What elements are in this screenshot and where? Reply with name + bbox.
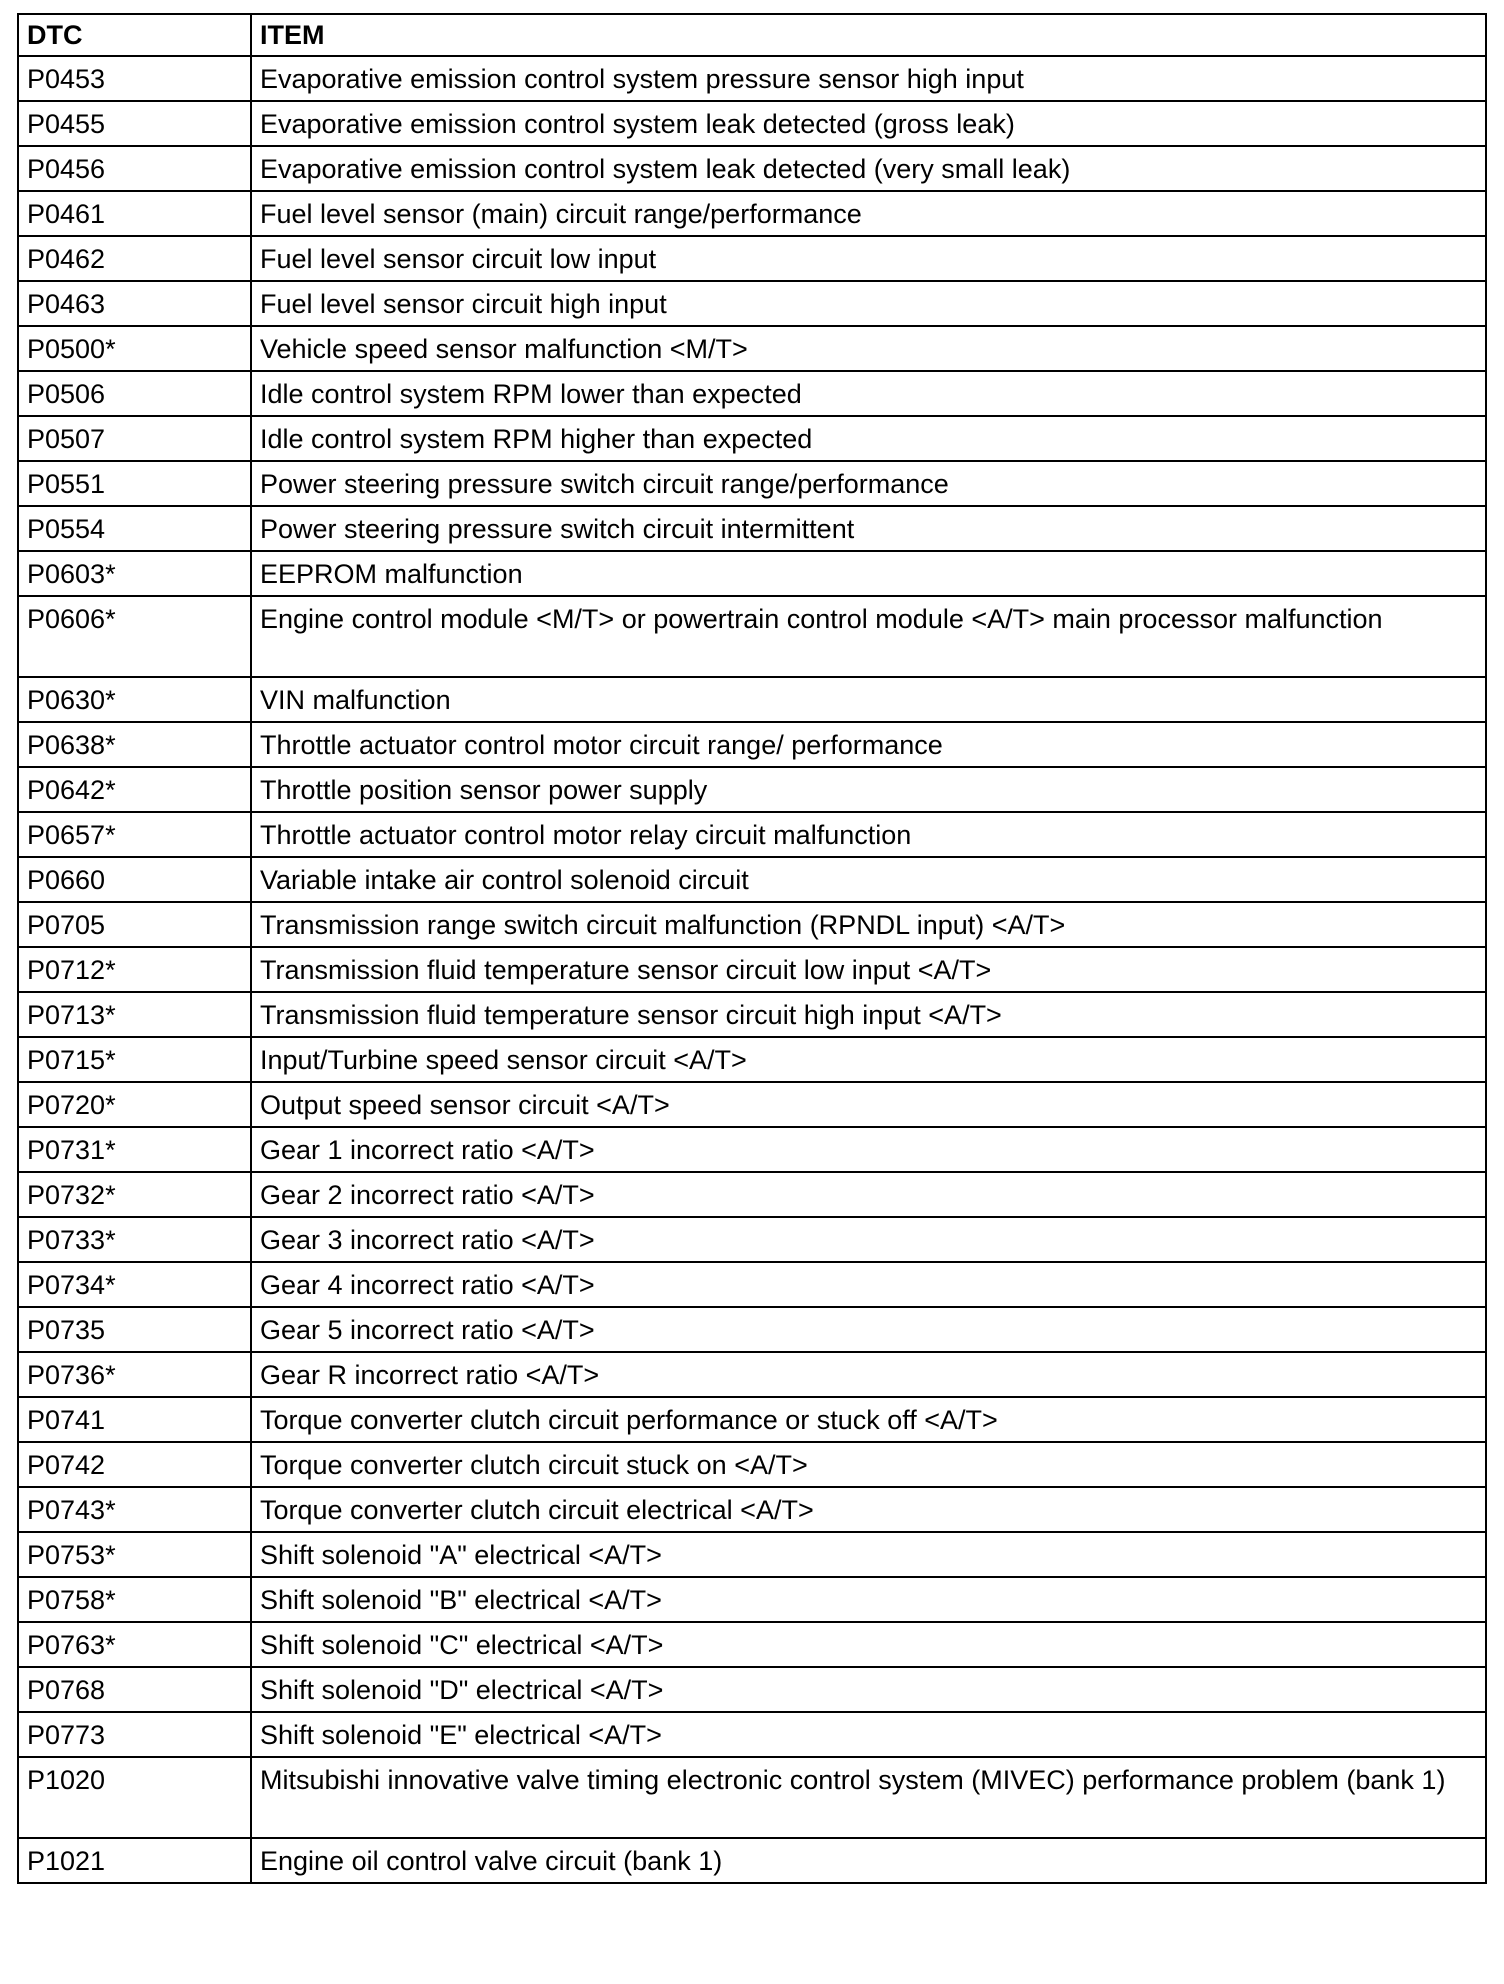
table-row [18, 1352, 1486, 1397]
dtc-item-cell: Output speed sensor circuit <A/T> [251, 1082, 1486, 1127]
table-row [18, 461, 1486, 506]
table-row [18, 101, 1486, 146]
dtc-code-cell: P0742 [18, 1442, 251, 1487]
dtc-code-cell: P0463 [18, 281, 251, 326]
dtc-item-cell: Shift solenoid "C" electrical <A/T> [251, 1622, 1486, 1667]
table-row [18, 1838, 1486, 1883]
table-row [18, 1037, 1486, 1082]
table-row [18, 677, 1486, 722]
dtc-code-cell: P0500* [18, 326, 251, 371]
table-row [18, 767, 1486, 812]
dtc-code-cell: P0720* [18, 1082, 251, 1127]
dtc-item-cell: Gear R incorrect ratio <A/T> [251, 1352, 1486, 1397]
table-row [18, 1442, 1486, 1487]
dtc-code-cell: P0768 [18, 1667, 251, 1712]
dtc-code-cell: P0743* [18, 1487, 251, 1532]
dtc-code-cell: P0642* [18, 767, 251, 812]
dtc-item-cell: Fuel level sensor circuit low input [251, 236, 1486, 281]
dtc-code-cell: P0773 [18, 1712, 251, 1757]
dtc-code-cell: P0554 [18, 506, 251, 551]
table-row [18, 1622, 1486, 1667]
dtc-code-cell: P0758* [18, 1577, 251, 1622]
dtc-code-cell: P0713* [18, 992, 251, 1037]
table-row [18, 1712, 1486, 1757]
dtc-item-cell: Transmission range switch circuit malfunction (RPNDL input) <A/T> [251, 902, 1486, 947]
dtc-code-cell: P0753* [18, 1532, 251, 1577]
table-row [18, 1127, 1486, 1172]
column-header-item: ITEM [251, 14, 1486, 56]
dtc-code-cell: P0461 [18, 191, 251, 236]
table-row [18, 857, 1486, 902]
dtc-item-cell: Vehicle speed sensor malfunction <M/T> [251, 326, 1486, 371]
table-row [18, 812, 1486, 857]
column-header-dtc: DTC [18, 14, 251, 56]
dtc-code-cell: P0603* [18, 551, 251, 596]
dtc-code-cell: P0735 [18, 1307, 251, 1352]
dtc-item-cell: Engine oil control valve circuit (bank 1) [251, 1838, 1486, 1883]
dtc-item-cell: Power steering pressure switch circuit intermittent [251, 506, 1486, 551]
table-row [18, 281, 1486, 326]
dtc-item-cell: Idle control system RPM lower than expected [251, 371, 1486, 416]
dtc-item-cell: Idle control system RPM higher than expected [251, 416, 1486, 461]
dtc-item-cell: Torque converter clutch circuit stuck on <A/T> [251, 1442, 1486, 1487]
dtc-code-cell: P0732* [18, 1172, 251, 1217]
dtc-item-cell: Power steering pressure switch circuit range/performance [251, 461, 1486, 506]
dtc-item-cell: Throttle position sensor power supply [251, 767, 1486, 812]
table-row [18, 1082, 1486, 1127]
table-row [18, 992, 1486, 1037]
dtc-code-cell: P0736* [18, 1352, 251, 1397]
dtc-item-cell: Gear 4 incorrect ratio <A/T> [251, 1262, 1486, 1307]
dtc-item-cell: Torque converter clutch circuit performance or stuck off <A/T> [251, 1397, 1486, 1442]
dtc-code-cell: P0712* [18, 947, 251, 992]
table-row [18, 1307, 1486, 1352]
table-row [18, 947, 1486, 992]
dtc-item-cell: Shift solenoid "D" electrical <A/T> [251, 1667, 1486, 1712]
table-row [18, 1217, 1486, 1262]
dtc-item-cell: Shift solenoid "A" electrical <A/T> [251, 1532, 1486, 1577]
dtc-code-cell: P0731* [18, 1127, 251, 1172]
header-row [18, 14, 1486, 56]
table-row [18, 1757, 1486, 1838]
table-row [18, 1577, 1486, 1622]
table-row [18, 1487, 1486, 1532]
table-row [18, 191, 1486, 236]
dtc-item-cell: VIN malfunction [251, 677, 1486, 722]
dtc-item-cell: Transmission fluid temperature sensor circuit high input <A/T> [251, 992, 1486, 1037]
dtc-code-cell: P0506 [18, 371, 251, 416]
dtc-item-cell: Gear 2 incorrect ratio <A/T> [251, 1172, 1486, 1217]
dtc-code-cell: P0462 [18, 236, 251, 281]
table-header [18, 14, 1486, 56]
dtc-item-cell: Shift solenoid "B" electrical <A/T> [251, 1577, 1486, 1622]
dtc-code-cell: P0733* [18, 1217, 251, 1262]
dtc-item-cell: Transmission fluid temperature sensor circuit low input <A/T> [251, 947, 1486, 992]
dtc-item-cell: Fuel level sensor circuit high input [251, 281, 1486, 326]
dtc-item-cell: Gear 1 incorrect ratio <A/T> [251, 1127, 1486, 1172]
dtc-code-cell: P1020 [18, 1757, 251, 1838]
table-row [18, 551, 1486, 596]
dtc-code-cell: P0551 [18, 461, 251, 506]
table-row [18, 1262, 1486, 1307]
table-row [18, 506, 1486, 551]
dtc-item-cell: Fuel level sensor (main) circuit range/performance [251, 191, 1486, 236]
dtc-code-cell: P0507 [18, 416, 251, 461]
dtc-table [17, 13, 1487, 1884]
dtc-code-cell: P1021 [18, 1838, 251, 1883]
dtc-code-cell: P0741 [18, 1397, 251, 1442]
dtc-code-cell: P0638* [18, 722, 251, 767]
table-row [18, 1397, 1486, 1442]
dtc-code-cell: P0660 [18, 857, 251, 902]
table-row [18, 326, 1486, 371]
table-row [18, 371, 1486, 416]
table-row [18, 1667, 1486, 1712]
dtc-item-cell: Evaporative emission control system leak detected (gross leak) [251, 101, 1486, 146]
dtc-item-cell: Throttle actuator control motor relay circuit malfunction [251, 812, 1486, 857]
table-body [18, 56, 1486, 1883]
table-row [18, 1532, 1486, 1577]
dtc-code-cell: P0734* [18, 1262, 251, 1307]
table-row [18, 416, 1486, 461]
dtc-item-cell: Variable intake air control solenoid circuit [251, 857, 1486, 902]
dtc-code-cell: P0453 [18, 56, 251, 101]
dtc-code-cell: P0455 [18, 101, 251, 146]
dtc-code-cell: P0715* [18, 1037, 251, 1082]
dtc-item-cell: Throttle actuator control motor circuit range/ performance [251, 722, 1486, 767]
dtc-code-cell: P0456 [18, 146, 251, 191]
dtc-code-cell: P0657* [18, 812, 251, 857]
dtc-item-cell: Shift solenoid "E" electrical <A/T> [251, 1712, 1486, 1757]
dtc-item-cell: Gear 5 incorrect ratio <A/T> [251, 1307, 1486, 1352]
dtc-item-cell: Input/Turbine speed sensor circuit <A/T> [251, 1037, 1486, 1082]
table-row [18, 596, 1486, 677]
table-row [18, 236, 1486, 281]
dtc-code-cell: P0630* [18, 677, 251, 722]
dtc-item-cell: Mitsubishi innovative valve timing electronic control system (MIVEC) performance problem (bank 1) [251, 1757, 1486, 1838]
table-row [18, 146, 1486, 191]
table-row [18, 722, 1486, 767]
dtc-item-cell: Evaporative emission control system pressure sensor high input [251, 56, 1486, 101]
dtc-item-cell: Evaporative emission control system leak detected (very small leak) [251, 146, 1486, 191]
dtc-item-cell: Engine control module <M/T> or powertrain control module <A/T> main processor malfunction [251, 596, 1486, 677]
dtc-code-cell: P0705 [18, 902, 251, 947]
table-row [18, 902, 1486, 947]
table-row [18, 1172, 1486, 1217]
dtc-code-cell: P0763* [18, 1622, 251, 1667]
table-row [18, 56, 1486, 101]
dtc-item-cell: EEPROM malfunction [251, 551, 1486, 596]
dtc-code-cell: P0606* [18, 596, 251, 677]
dtc-item-cell: Torque converter clutch circuit electrical <A/T> [251, 1487, 1486, 1532]
dtc-item-cell: Gear 3 incorrect ratio <A/T> [251, 1217, 1486, 1262]
